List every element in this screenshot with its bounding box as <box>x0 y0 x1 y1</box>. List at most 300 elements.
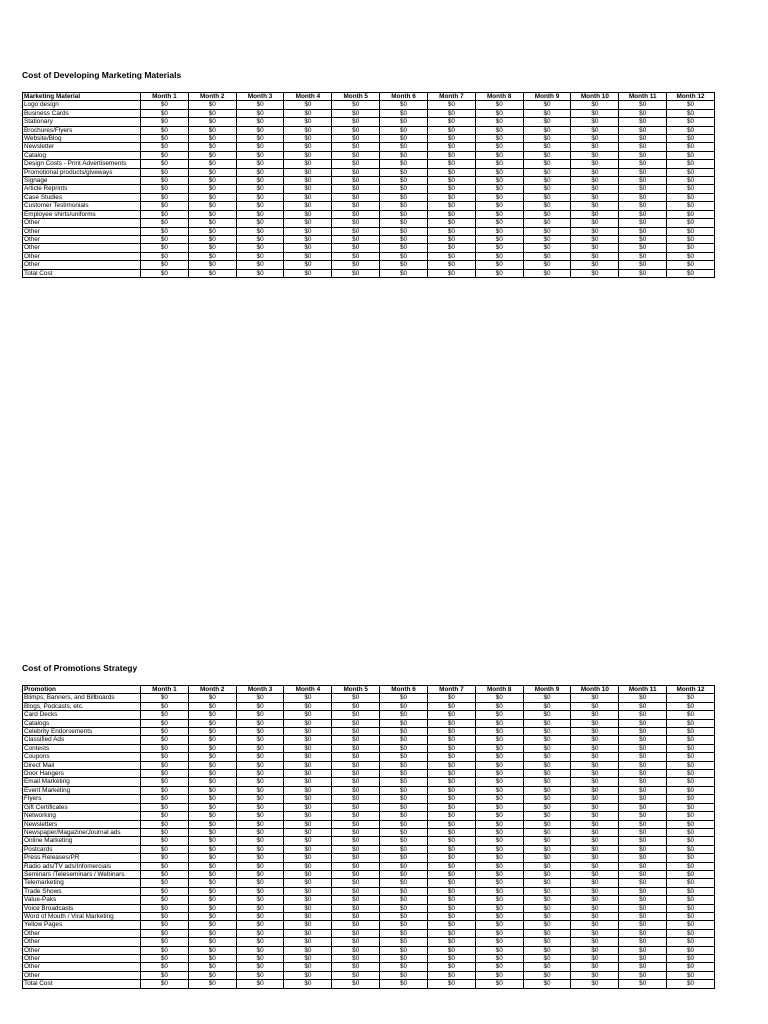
cost-cell: $0 <box>236 227 284 235</box>
cost-cell: $0 <box>332 126 380 134</box>
cost-cell: $0 <box>284 812 332 820</box>
cost-cell: $0 <box>332 828 380 836</box>
row-label: Flyers <box>23 795 141 803</box>
cost-cell: $0 <box>236 921 284 929</box>
cost-cell: $0 <box>523 862 571 870</box>
cost-cell: $0 <box>284 160 332 168</box>
cost-cell: $0 <box>475 870 523 878</box>
cost-cell: $0 <box>523 854 571 862</box>
row-label: Telemarketing <box>23 879 141 887</box>
cost-cell: $0 <box>667 837 715 845</box>
cost-cell: $0 <box>236 938 284 946</box>
cost-cell: $0 <box>380 219 428 227</box>
cost-cell: $0 <box>284 728 332 736</box>
cost-cell: $0 <box>141 963 189 971</box>
row-label: Website/Blog <box>23 135 141 143</box>
cost-cell: $0 <box>188 837 236 845</box>
cost-cell: $0 <box>332 101 380 109</box>
row-label: Press Releases/PR <box>23 854 141 862</box>
cost-cell: $0 <box>188 702 236 710</box>
cost-cell: $0 <box>475 770 523 778</box>
cost-cell: $0 <box>284 143 332 151</box>
cost-cell: $0 <box>141 126 189 134</box>
cost-cell: $0 <box>188 862 236 870</box>
cost-cell: $0 <box>284 938 332 946</box>
cost-cell: $0 <box>523 786 571 794</box>
cost-cell: $0 <box>284 929 332 937</box>
table-row <box>23 252 715 260</box>
cost-cell: $0 <box>571 135 619 143</box>
table-row <box>23 879 715 887</box>
row-label: Other <box>23 955 141 963</box>
cost-cell: $0 <box>284 109 332 117</box>
cost-cell: $0 <box>667 938 715 946</box>
cost-cell: $0 <box>523 896 571 904</box>
cost-cell: $0 <box>571 269 619 277</box>
cost-cell: $0 <box>475 803 523 811</box>
cost-cell: $0 <box>427 168 475 176</box>
table-row <box>23 261 715 269</box>
cost-cell: $0 <box>236 269 284 277</box>
cost-cell: $0 <box>284 202 332 210</box>
marketing-materials-table <box>22 92 715 278</box>
row-label: Newsletter <box>23 143 141 151</box>
cost-cell: $0 <box>523 168 571 176</box>
cost-cell: $0 <box>667 219 715 227</box>
cost-cell: $0 <box>667 904 715 912</box>
cost-cell: $0 <box>141 711 189 719</box>
cost-cell: $0 <box>332 946 380 954</box>
cost-cell: $0 <box>523 719 571 727</box>
cost-cell: $0 <box>667 143 715 151</box>
cost-cell: $0 <box>284 753 332 761</box>
table-row <box>23 711 715 719</box>
cost-cell: $0 <box>188 955 236 963</box>
cost-cell: $0 <box>236 778 284 786</box>
table-row <box>23 971 715 979</box>
cost-cell: $0 <box>619 109 667 117</box>
cost-cell: $0 <box>236 177 284 185</box>
cost-cell: $0 <box>141 219 189 227</box>
cost-cell: $0 <box>332 143 380 151</box>
cost-cell: $0 <box>523 938 571 946</box>
cost-cell: $0 <box>284 786 332 794</box>
cost-cell: $0 <box>380 921 428 929</box>
cost-cell: $0 <box>332 896 380 904</box>
cost-cell: $0 <box>188 694 236 702</box>
cost-cell: $0 <box>571 761 619 769</box>
cost-cell: $0 <box>332 929 380 937</box>
cost-cell: $0 <box>380 929 428 937</box>
cost-cell: $0 <box>141 845 189 853</box>
marketing-materials-section <box>22 69 714 278</box>
row-label: Direct Mail <box>23 761 141 769</box>
cost-cell: $0 <box>236 879 284 887</box>
cost-cell: $0 <box>332 711 380 719</box>
cost-cell: $0 <box>380 109 428 117</box>
cost-cell: $0 <box>141 854 189 862</box>
cost-cell: $0 <box>236 261 284 269</box>
cost-cell: $0 <box>571 837 619 845</box>
cost-cell: $0 <box>571 938 619 946</box>
cost-cell: $0 <box>332 753 380 761</box>
row-label: Yellow Pages <box>23 921 141 929</box>
table-row <box>23 820 715 828</box>
table-row <box>23 126 715 134</box>
cost-cell: $0 <box>284 879 332 887</box>
cost-cell: $0 <box>667 185 715 193</box>
table-row <box>23 118 715 126</box>
table-row <box>23 955 715 963</box>
cost-cell: $0 <box>427 803 475 811</box>
cost-cell: $0 <box>427 702 475 710</box>
cost-cell: $0 <box>475 963 523 971</box>
table-row <box>23 728 715 736</box>
cost-cell: $0 <box>619 151 667 159</box>
row-label: Catalogs <box>23 719 141 727</box>
cost-cell: $0 <box>141 109 189 117</box>
cost-cell: $0 <box>571 963 619 971</box>
cost-cell: $0 <box>332 160 380 168</box>
cost-cell: $0 <box>380 101 428 109</box>
cost-cell: $0 <box>667 963 715 971</box>
cost-cell: $0 <box>188 269 236 277</box>
cost-cell: $0 <box>475 719 523 727</box>
cost-cell: $0 <box>619 118 667 126</box>
cost-cell: $0 <box>332 795 380 803</box>
column-header: Marketing Material <box>23 93 141 101</box>
cost-cell: $0 <box>380 126 428 134</box>
row-label: Other <box>23 252 141 260</box>
column-header: Month 6 <box>380 686 428 694</box>
row-label: Coupons <box>23 753 141 761</box>
cost-cell: $0 <box>571 177 619 185</box>
cost-cell: $0 <box>284 744 332 752</box>
cost-cell: $0 <box>523 870 571 878</box>
cost-cell: $0 <box>188 845 236 853</box>
column-header: Month 12 <box>667 93 715 101</box>
cost-cell: $0 <box>427 786 475 794</box>
cost-cell: $0 <box>427 828 475 836</box>
cost-cell: $0 <box>571 904 619 912</box>
cost-cell: $0 <box>571 202 619 210</box>
cost-cell: $0 <box>141 912 189 920</box>
cost-cell: $0 <box>571 778 619 786</box>
cost-cell: $0 <box>667 879 715 887</box>
cost-cell: $0 <box>427 118 475 126</box>
cost-cell: $0 <box>475 929 523 937</box>
cost-cell: $0 <box>667 770 715 778</box>
table-row <box>23 101 715 109</box>
cost-cell: $0 <box>380 963 428 971</box>
cost-cell: $0 <box>380 261 428 269</box>
cost-cell: $0 <box>427 151 475 159</box>
cost-cell: $0 <box>236 244 284 252</box>
column-header: Month 5 <box>332 93 380 101</box>
cost-cell: $0 <box>332 193 380 201</box>
cost-cell: $0 <box>141 694 189 702</box>
row-label: Other <box>23 929 141 937</box>
cost-cell: $0 <box>523 812 571 820</box>
cost-cell: $0 <box>475 980 523 988</box>
cost-cell: $0 <box>284 219 332 227</box>
cost-cell: $0 <box>427 904 475 912</box>
cost-cell: $0 <box>619 168 667 176</box>
column-header: Month 7 <box>427 686 475 694</box>
cost-cell: $0 <box>284 269 332 277</box>
cost-cell: $0 <box>427 101 475 109</box>
table-row <box>23 202 715 210</box>
cost-cell: $0 <box>236 870 284 878</box>
cost-cell: $0 <box>380 854 428 862</box>
row-label: Newsletters <box>23 820 141 828</box>
row-label: Design Costs - Print Advertisements <box>23 160 141 168</box>
cost-cell: $0 <box>619 820 667 828</box>
cost-cell: $0 <box>619 955 667 963</box>
cost-cell: $0 <box>236 702 284 710</box>
cost-cell: $0 <box>236 912 284 920</box>
cost-cell: $0 <box>667 135 715 143</box>
table-row <box>23 862 715 870</box>
cost-cell: $0 <box>571 219 619 227</box>
cost-cell: $0 <box>380 719 428 727</box>
cost-cell: $0 <box>141 177 189 185</box>
row-label: Blimps, Banners, and Billboards <box>23 694 141 702</box>
cost-cell: $0 <box>236 980 284 988</box>
row-label: Radio ads/TV ads/Infomercials <box>23 862 141 870</box>
cost-cell: $0 <box>523 109 571 117</box>
cost-cell: $0 <box>571 770 619 778</box>
cost-cell: $0 <box>523 820 571 828</box>
cost-cell: $0 <box>619 862 667 870</box>
cost-cell: $0 <box>141 887 189 895</box>
cost-cell: $0 <box>667 980 715 988</box>
table-row <box>23 702 715 710</box>
cost-cell: $0 <box>236 761 284 769</box>
cost-cell: $0 <box>284 761 332 769</box>
cost-cell: $0 <box>141 227 189 235</box>
row-label: Stationary <box>23 118 141 126</box>
cost-cell: $0 <box>236 963 284 971</box>
cost-cell: $0 <box>523 160 571 168</box>
cost-cell: $0 <box>188 202 236 210</box>
column-header: Month 4 <box>284 93 332 101</box>
cost-cell: $0 <box>332 971 380 979</box>
cost-cell: $0 <box>332 955 380 963</box>
row-label: Contests <box>23 744 141 752</box>
cost-cell: $0 <box>619 736 667 744</box>
cost-cell: $0 <box>619 896 667 904</box>
cost-cell: $0 <box>284 711 332 719</box>
cost-cell: $0 <box>284 185 332 193</box>
cost-cell: $0 <box>188 219 236 227</box>
cost-cell: $0 <box>427 177 475 185</box>
cost-cell: $0 <box>188 744 236 752</box>
row-label: Other <box>23 261 141 269</box>
row-label: Blogs, Podcasts, etc. <box>23 702 141 710</box>
cost-cell: $0 <box>380 728 428 736</box>
cost-cell: $0 <box>427 143 475 151</box>
cost-cell: $0 <box>571 854 619 862</box>
cost-cell: $0 <box>667 812 715 820</box>
cost-cell: $0 <box>332 109 380 117</box>
cost-cell: $0 <box>571 151 619 159</box>
cost-cell: $0 <box>619 744 667 752</box>
cost-cell: $0 <box>332 202 380 210</box>
cost-cell: $0 <box>475 896 523 904</box>
cost-cell: $0 <box>236 753 284 761</box>
cost-cell: $0 <box>667 736 715 744</box>
cost-cell: $0 <box>236 845 284 853</box>
cost-cell: $0 <box>667 971 715 979</box>
cost-cell: $0 <box>427 896 475 904</box>
cost-cell: $0 <box>332 912 380 920</box>
table-row <box>23 812 715 820</box>
cost-cell: $0 <box>571 845 619 853</box>
cost-cell: $0 <box>475 694 523 702</box>
cost-cell: $0 <box>284 719 332 727</box>
cost-cell: $0 <box>284 845 332 853</box>
cost-cell: $0 <box>284 912 332 920</box>
cost-cell: $0 <box>380 711 428 719</box>
cost-cell: $0 <box>380 177 428 185</box>
cost-cell: $0 <box>236 744 284 752</box>
cost-cell: $0 <box>188 227 236 235</box>
table-row <box>23 210 715 218</box>
cost-cell: $0 <box>427 938 475 946</box>
cost-cell: $0 <box>427 135 475 143</box>
cost-cell: $0 <box>427 219 475 227</box>
cost-cell: $0 <box>141 185 189 193</box>
cost-cell: $0 <box>188 820 236 828</box>
cost-cell: $0 <box>380 761 428 769</box>
cost-cell: $0 <box>475 921 523 929</box>
cost-cell: $0 <box>667 795 715 803</box>
cost-cell: $0 <box>619 887 667 895</box>
cost-cell: $0 <box>523 753 571 761</box>
cost-cell: $0 <box>523 135 571 143</box>
cost-cell: $0 <box>141 971 189 979</box>
cost-cell: $0 <box>667 118 715 126</box>
cost-cell: $0 <box>236 736 284 744</box>
cost-cell: $0 <box>332 761 380 769</box>
cost-cell: $0 <box>332 862 380 870</box>
cost-cell: $0 <box>380 778 428 786</box>
cost-cell: $0 <box>284 795 332 803</box>
cost-cell: $0 <box>188 193 236 201</box>
cost-cell: $0 <box>571 109 619 117</box>
cost-cell: $0 <box>619 177 667 185</box>
row-label: Card Decks <box>23 711 141 719</box>
cost-cell: $0 <box>571 896 619 904</box>
cost-cell: $0 <box>523 955 571 963</box>
cost-cell: $0 <box>667 744 715 752</box>
cost-cell: $0 <box>475 837 523 845</box>
cost-cell: $0 <box>427 728 475 736</box>
table-row <box>23 778 715 786</box>
row-label: Logo design <box>23 101 141 109</box>
cost-cell: $0 <box>284 828 332 836</box>
cost-cell: $0 <box>619 235 667 243</box>
row-label: Celebrity Endorsements <box>23 728 141 736</box>
cost-cell: $0 <box>427 202 475 210</box>
cost-cell: $0 <box>667 728 715 736</box>
cost-cell: $0 <box>188 879 236 887</box>
cost-cell: $0 <box>332 135 380 143</box>
cost-cell: $0 <box>619 761 667 769</box>
cost-cell: $0 <box>523 711 571 719</box>
cost-cell: $0 <box>332 786 380 794</box>
cost-cell: $0 <box>284 803 332 811</box>
cost-cell: $0 <box>141 896 189 904</box>
cost-cell: $0 <box>571 820 619 828</box>
cost-cell: $0 <box>141 118 189 126</box>
cost-cell: $0 <box>380 210 428 218</box>
cost-cell: $0 <box>667 126 715 134</box>
cost-cell: $0 <box>332 736 380 744</box>
cost-cell: $0 <box>667 929 715 937</box>
cost-cell: $0 <box>667 694 715 702</box>
cost-cell: $0 <box>380 803 428 811</box>
cost-cell: $0 <box>188 870 236 878</box>
cost-cell: $0 <box>427 812 475 820</box>
cost-cell: $0 <box>284 118 332 126</box>
cost-cell: $0 <box>236 118 284 126</box>
column-header: Month 10 <box>571 686 619 694</box>
cost-cell: $0 <box>571 261 619 269</box>
cost-cell: $0 <box>141 761 189 769</box>
cost-cell: $0 <box>571 210 619 218</box>
cost-cell: $0 <box>667 101 715 109</box>
cost-cell: $0 <box>332 252 380 260</box>
cost-cell: $0 <box>475 955 523 963</box>
row-label: Email Marketing <box>23 778 141 786</box>
cost-cell: $0 <box>380 185 428 193</box>
cost-cell: $0 <box>619 210 667 218</box>
cost-cell: $0 <box>475 887 523 895</box>
table-row <box>23 904 715 912</box>
cost-cell: $0 <box>619 728 667 736</box>
cost-cell: $0 <box>523 736 571 744</box>
cost-cell: $0 <box>236 828 284 836</box>
cost-cell: $0 <box>141 728 189 736</box>
cost-cell: $0 <box>141 879 189 887</box>
row-label: Word of Mouth / Viral Marketing <box>23 912 141 920</box>
cost-cell: $0 <box>571 980 619 988</box>
cost-cell: $0 <box>141 921 189 929</box>
cost-cell: $0 <box>141 135 189 143</box>
cost-cell: $0 <box>571 946 619 954</box>
cost-cell: $0 <box>427 971 475 979</box>
cost-cell: $0 <box>188 896 236 904</box>
cost-cell: $0 <box>667 896 715 904</box>
cost-cell: $0 <box>380 160 428 168</box>
cost-cell: $0 <box>380 770 428 778</box>
row-label: Gift Certificates <box>23 803 141 811</box>
cost-cell: $0 <box>475 244 523 252</box>
cost-cell: $0 <box>188 929 236 937</box>
cost-cell: $0 <box>475 828 523 836</box>
cost-cell: $0 <box>188 118 236 126</box>
cost-cell: $0 <box>188 135 236 143</box>
cost-cell: $0 <box>332 744 380 752</box>
cost-cell: $0 <box>188 854 236 862</box>
cost-cell: $0 <box>284 702 332 710</box>
cost-cell: $0 <box>619 135 667 143</box>
table-row <box>23 244 715 252</box>
cost-cell: $0 <box>475 143 523 151</box>
cost-cell: $0 <box>141 929 189 937</box>
